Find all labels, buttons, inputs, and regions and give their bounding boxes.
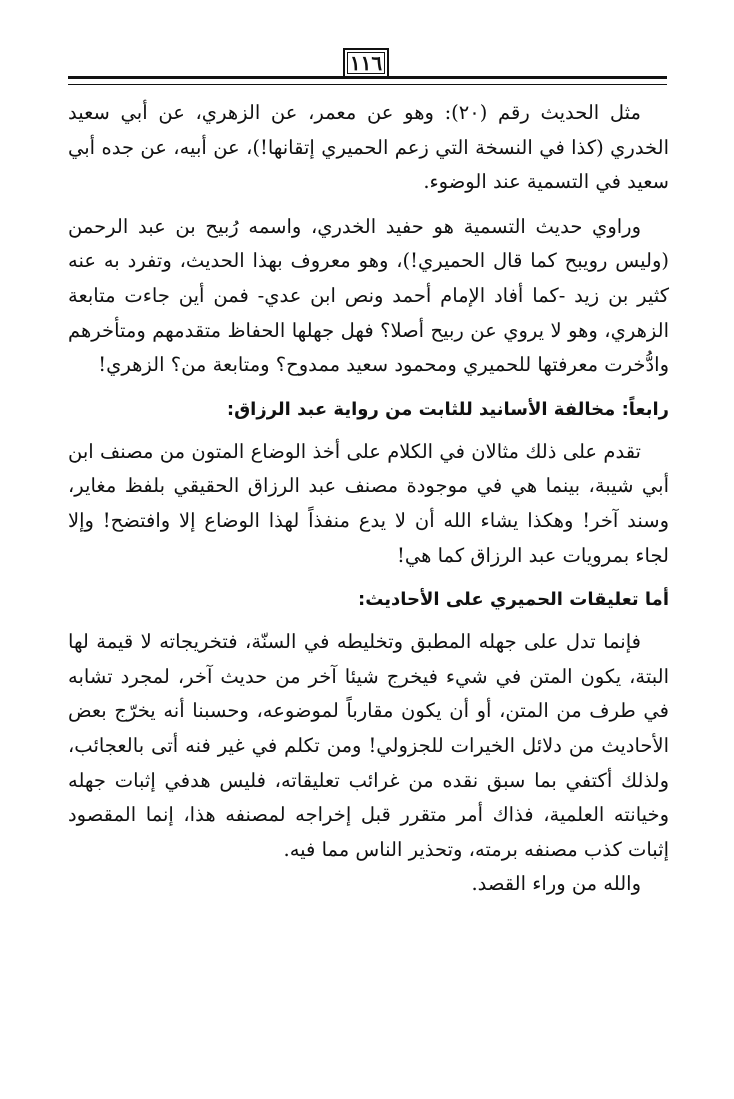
- paragraph-narrator: وراوي حديث التسمية هو حفيد الخدري، واسمه رُبيح بن عبد الرحمن (وليس رويبح كما قال الحميري!)، وهو معروف بهذا الحديث، وتفرد به عنه كثير بن زيد -كما أفاد الإمام أحمد ونص ابن عدي- فمن أين جاءت متابعة الزهري، وهو لا يروي عن ربيح أصلا؟ فهل جهلها الحفاظ متقدمهم ومتأخرهم وادُّخرت معرفتها للحميري ومحمود سعيد ممدوح؟ ومتابعة من؟ الزهري!: [68, 214, 670, 377]
- closing-line: والله من وراء القصد.: [471, 872, 641, 896]
- paragraph-comments: فإنما تدل على جهله المطبق وتخليطه في السنّة، فتخريجاته لا قيمة لها البتة، يكون المتن في شيء فيخرج شيئا آخر من حديث آخر، لمجرد تشابه في طرف من المتن، أو أن يكون مقارباً لموضوعه، وحسبنا أنه يخرّج بعض الأحاديث من دلائل الخيرات للجزولي! ومن تكلم في غير فنه أتى بالعجائب، ولذلك أكتفي بما سبق نقده من غرائب تعليقاته، فليس هدفي إثبات جهله وخيانته العلمية، فذاك أمر متقرر قبل إخراجه لمصنفه هذا، إنما المقصود إثبات كذب مصنفه برمته، وتحذير الناس مما فيه.: [68, 630, 669, 861]
- page-number: ١١٦: [343, 48, 389, 78]
- header-rule-thin: [68, 84, 667, 85]
- paragraph-hadith-example: مثل الحديث رقم (٢٠): وهو عن معمر، عن الزهري، عن أبي سعيد الخدري (كذا في النسخة التي زعم الحميري إتقانها!)، عن أبيه، عن جده أبي سعيد في التسمية عند الوضوء.: [68, 101, 669, 194]
- heading-fourth-label: رابعاً:: [621, 398, 669, 420]
- paragraph-abdulrazzaq: تقدم على ذلك مثالان في الكلام على أخذ الوضاع المتون من مصنف ابن أبي شيبة، بينما هي في موجودة مصنف عبد الرزاق الحقيقي بلفظ مغاير، وسند آخر! وهكذا يشاء الله أن لا يدع منفذاً لهذا الوضاع إلا وافتضح! وإلا لجاء بمرويات عبد الرزاق كما هي!: [68, 439, 669, 567]
- heading-fourth-text: مخالفة الأسانيد للثابت من رواية عبد الرزاق:: [226, 398, 616, 420]
- heading-fourth: [68, 393, 669, 427]
- heading-comments: أما تعليقات الحميري على الأحاديث:: [358, 589, 669, 611]
- page-body: [68, 96, 669, 902]
